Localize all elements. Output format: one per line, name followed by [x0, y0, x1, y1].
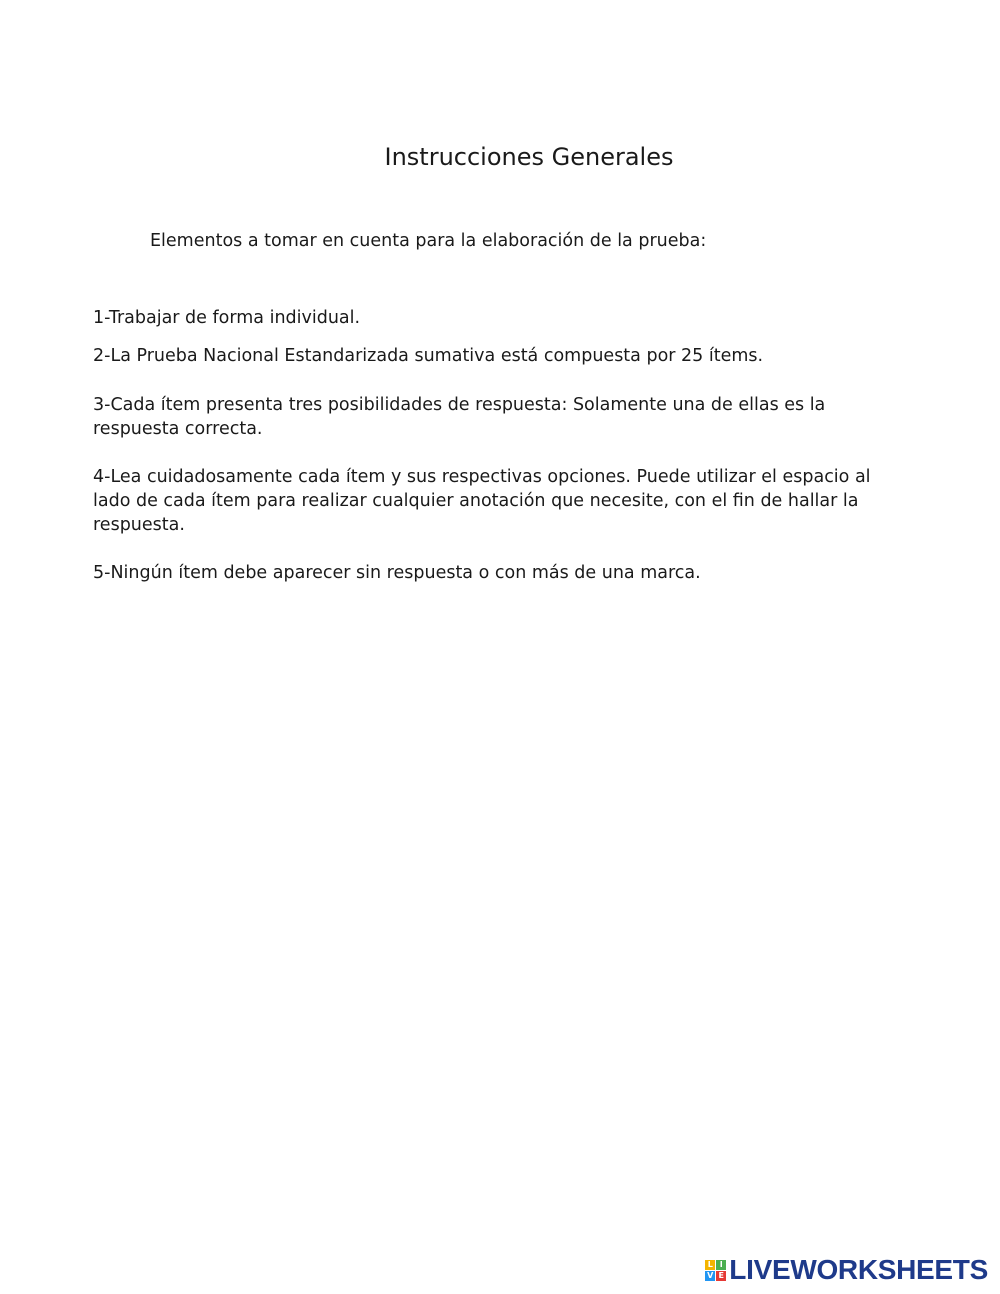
logo-badge-cell: V — [707, 1270, 714, 1280]
instruction-item-2: 2-La Prueba Nacional Estandarizada sumativa está compuesta por 25 ítems. — [93, 346, 764, 366]
page-title: Instrucciones Generales — [384, 143, 674, 171]
instruction-item-1: 1-Trabajar de forma individual. — [93, 308, 361, 328]
instruction-item-5: 5-Ningún ítem debe aparecer sin respuesta o con más de una marca. — [93, 563, 701, 583]
logo-badge-cell: I — [716, 1260, 726, 1270]
logo-badge-cell: E — [716, 1271, 726, 1281]
instruction-item-4: 4-Lea cuidadosamente cada ítem y sus respectivas opciones. Puede utilizar el espacio al lado de cada ítem para realizar cualquier anotación que necesite, con el fin de hallar la respuesta. — [93, 467, 871, 535]
logo-badge-cell: L — [705, 1260, 715, 1270]
liveworksheets-logo — [705, 1254, 988, 1286]
liveworksheets-logo-icon — [705, 1260, 726, 1281]
logo-text: LIVEWORKSHEETS — [729, 1254, 988, 1285]
intro-text: Elementos a tomar en cuenta para la elaboración de la prueba: — [150, 231, 707, 251]
instruction-item-3: 3-Cada ítem presenta tres posibilidades de respuesta: Solamente una de ellas es la respuesta correcta. — [93, 395, 826, 439]
